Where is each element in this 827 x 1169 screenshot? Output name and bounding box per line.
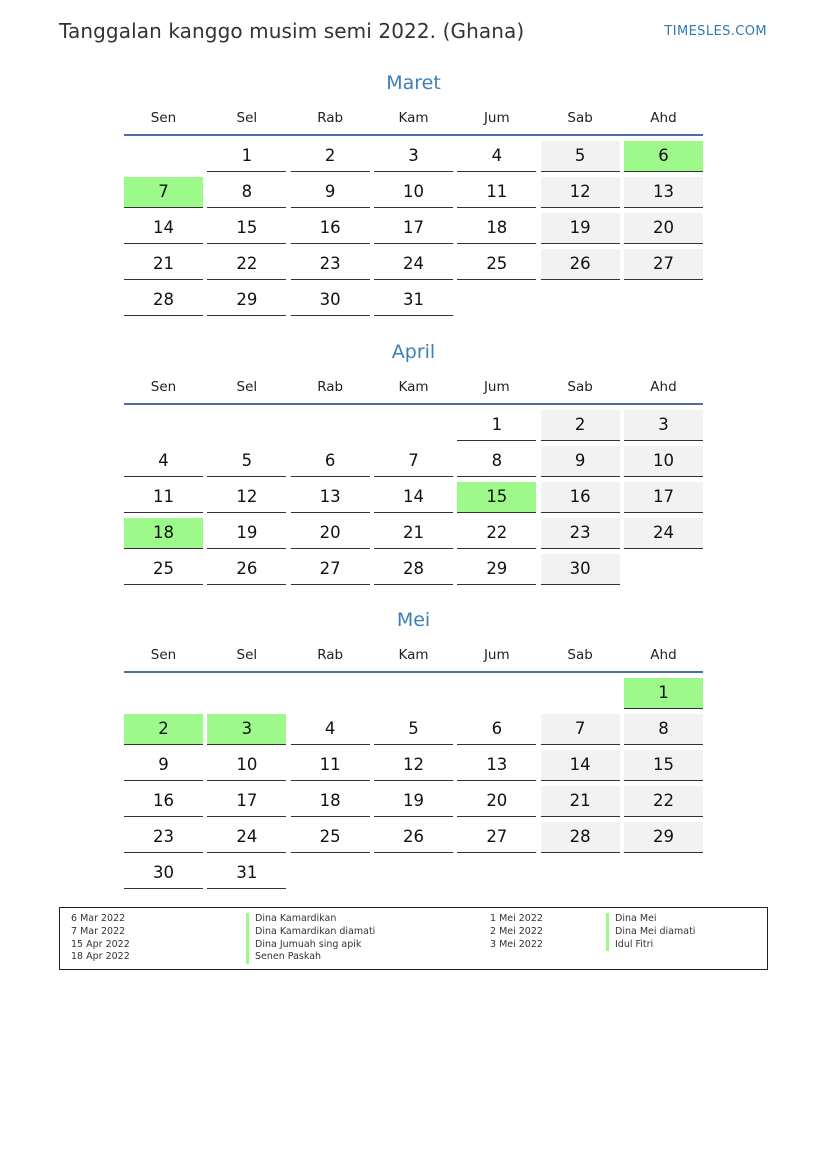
- day-cell: 11: [457, 177, 536, 208]
- empty-day-cell: [124, 410, 203, 441]
- weekday-label: Sel: [236, 379, 258, 395]
- legend-holiday-name: Dina Mei diamati: [606, 926, 695, 939]
- day-cell: 21: [124, 249, 203, 280]
- empty-day-cell: [541, 285, 620, 316]
- day-cell: 21: [541, 786, 620, 817]
- legend-date: 2 Mei 2022: [490, 925, 543, 937]
- legend-holiday-name: Dina Mei: [606, 913, 695, 926]
- empty-day-cell: [374, 858, 453, 889]
- legend-right-names: [606, 913, 695, 951]
- weekday-label: Sel: [236, 647, 258, 663]
- day-cell: 24: [207, 822, 286, 853]
- day-cell: 13: [457, 750, 536, 781]
- empty-day-cell: [291, 858, 370, 889]
- day-cell: 29: [207, 285, 286, 316]
- empty-day-cell: [624, 554, 703, 585]
- day-cell: 20: [291, 518, 370, 549]
- day-cell: 31: [374, 285, 453, 316]
- empty-day-cell: [374, 678, 453, 709]
- day-cell: 19: [207, 518, 286, 549]
- empty-day-cell: [291, 678, 370, 709]
- weekday-label: Kam: [398, 647, 429, 663]
- day-cell: 10: [374, 177, 453, 208]
- day-cell: 14: [124, 213, 203, 244]
- legend-date: 3 Mei 2022: [490, 938, 543, 950]
- day-cell: 15: [457, 482, 536, 513]
- weekday-label: Jum: [483, 379, 510, 395]
- weekday-label: Jum: [483, 647, 510, 663]
- day-cell: 20: [457, 786, 536, 817]
- weekday-label: Sen: [150, 379, 177, 395]
- day-cell: 28: [374, 554, 453, 585]
- day-cell: 21: [374, 518, 453, 549]
- day-cell: 23: [124, 822, 203, 853]
- day-cell: 26: [374, 822, 453, 853]
- day-cell: 7: [124, 177, 203, 208]
- empty-day-cell: [457, 858, 536, 889]
- weekday-header: [124, 375, 703, 399]
- month-calendar: [124, 339, 703, 585]
- month-calendar: [124, 70, 703, 316]
- empty-day-cell: [207, 410, 286, 441]
- day-cell: 3: [374, 141, 453, 172]
- day-cell: 22: [624, 786, 703, 817]
- day-cell: 19: [374, 786, 453, 817]
- day-cell: 1: [457, 410, 536, 441]
- day-cell: 11: [291, 750, 370, 781]
- legend-left-names: [246, 913, 375, 964]
- day-cell: 9: [124, 750, 203, 781]
- day-cell: 14: [374, 482, 453, 513]
- empty-day-cell: [291, 410, 370, 441]
- day-cell: 1: [624, 678, 703, 709]
- day-cell: 5: [374, 714, 453, 745]
- empty-day-cell: [541, 678, 620, 709]
- weekday-label: Sen: [150, 110, 177, 126]
- day-cell: 23: [541, 518, 620, 549]
- weekday-label: Sab: [567, 379, 593, 395]
- weekday-label: Rab: [317, 110, 344, 126]
- empty-day-cell: [124, 141, 203, 172]
- day-cell: 17: [624, 482, 703, 513]
- day-cell: 15: [207, 213, 286, 244]
- day-cell: 24: [624, 518, 703, 549]
- brand-link[interactable]: TIMESLES.COM: [664, 24, 767, 39]
- day-cell: 11: [124, 482, 203, 513]
- day-cell: 24: [374, 249, 453, 280]
- day-cell: 27: [291, 554, 370, 585]
- legend-holiday-name: Dina Kamardikan: [246, 913, 375, 926]
- month-calendar: [124, 607, 703, 889]
- day-cell: 16: [541, 482, 620, 513]
- day-cell: 18: [457, 213, 536, 244]
- day-cell: 8: [624, 714, 703, 745]
- weekday-label: Sen: [150, 647, 177, 663]
- day-cell: 29: [457, 554, 536, 585]
- page-title: Tanggalan kanggo musim semi 2022. (Ghana): [59, 19, 525, 43]
- weekday-label: Sel: [236, 110, 258, 126]
- day-cell: 23: [291, 249, 370, 280]
- day-cell: 2: [124, 714, 203, 745]
- day-cell: 26: [541, 249, 620, 280]
- day-cell: 25: [124, 554, 203, 585]
- day-cell: 31: [207, 858, 286, 889]
- weekday-label: Ahd: [650, 379, 677, 395]
- legend-holiday-name: Dina Jumuah sing apik: [246, 939, 375, 952]
- holiday-legend: [59, 907, 768, 970]
- day-cell: 10: [624, 446, 703, 477]
- header-divider: [124, 134, 703, 136]
- day-cell: 25: [457, 249, 536, 280]
- day-cell: 19: [541, 213, 620, 244]
- day-cell: 5: [207, 446, 286, 477]
- day-cell: 30: [124, 858, 203, 889]
- empty-day-cell: [457, 678, 536, 709]
- day-cell: 16: [291, 213, 370, 244]
- legend-holiday-name: Dina Kamardikan diamati: [246, 926, 375, 939]
- day-cell: 20: [624, 213, 703, 244]
- day-cell: 1: [207, 141, 286, 172]
- day-cell: 27: [624, 249, 703, 280]
- day-cell: 3: [207, 714, 286, 745]
- legend-date: 7 Mar 2022: [71, 925, 126, 937]
- day-cell: 18: [291, 786, 370, 817]
- empty-day-cell: [624, 285, 703, 316]
- day-cell: 13: [624, 177, 703, 208]
- day-cell: 9: [541, 446, 620, 477]
- weekday-header: [124, 106, 703, 130]
- weekday-label: Jum: [483, 110, 510, 126]
- month-title: April: [391, 341, 436, 363]
- empty-day-cell: [124, 678, 203, 709]
- legend-holiday-name: Idul Fitri: [606, 939, 695, 952]
- day-cell: 6: [457, 714, 536, 745]
- legend-date: 18 Apr 2022: [71, 951, 130, 963]
- day-grid: [124, 141, 703, 316]
- day-cell: 30: [291, 285, 370, 316]
- day-cell: 4: [291, 714, 370, 745]
- day-cell: 29: [624, 822, 703, 853]
- legend-left-dates: [71, 913, 130, 964]
- day-cell: 13: [291, 482, 370, 513]
- day-cell: 14: [541, 750, 620, 781]
- header-divider: [124, 403, 703, 405]
- day-cell: 28: [124, 285, 203, 316]
- day-cell: 27: [457, 822, 536, 853]
- weekday-label: Sab: [567, 110, 593, 126]
- day-cell: 3: [624, 410, 703, 441]
- day-cell: 7: [541, 714, 620, 745]
- day-cell: 2: [291, 141, 370, 172]
- month-title: Mei: [396, 609, 431, 631]
- day-cell: 16: [124, 786, 203, 817]
- day-cell: 8: [207, 177, 286, 208]
- weekday-label: Ahd: [650, 110, 677, 126]
- day-cell: 5: [541, 141, 620, 172]
- empty-day-cell: [541, 858, 620, 889]
- day-cell: 28: [541, 822, 620, 853]
- weekday-header: [124, 643, 703, 667]
- weekday-label: Ahd: [650, 647, 677, 663]
- day-cell: 2: [541, 410, 620, 441]
- day-cell: 8: [457, 446, 536, 477]
- day-cell: 26: [207, 554, 286, 585]
- day-cell: 25: [291, 822, 370, 853]
- empty-day-cell: [207, 678, 286, 709]
- weekday-label: Sab: [567, 647, 593, 663]
- day-cell: 15: [624, 750, 703, 781]
- day-cell: 9: [291, 177, 370, 208]
- day-cell: 6: [291, 446, 370, 477]
- day-cell: 4: [457, 141, 536, 172]
- empty-day-cell: [374, 410, 453, 441]
- empty-day-cell: [457, 285, 536, 316]
- day-grid: [124, 678, 703, 889]
- day-grid: [124, 410, 703, 585]
- header-divider: [124, 671, 703, 673]
- weekday-label: Rab: [317, 647, 344, 663]
- weekday-label: Rab: [317, 379, 344, 395]
- day-cell: 17: [207, 786, 286, 817]
- month-title: Maret: [386, 72, 441, 94]
- weekday-label: Kam: [398, 379, 429, 395]
- day-cell: 22: [207, 249, 286, 280]
- weekday-label: Kam: [398, 110, 429, 126]
- day-cell: 18: [124, 518, 203, 549]
- legend-date: 6 Mar 2022: [71, 913, 126, 924]
- legend-right-dates: [490, 913, 543, 951]
- day-cell: 10: [207, 750, 286, 781]
- day-cell: 4: [124, 446, 203, 477]
- empty-day-cell: [624, 858, 703, 889]
- day-cell: 6: [624, 141, 703, 172]
- day-cell: 12: [541, 177, 620, 208]
- legend-date: 1 Mei 2022: [490, 913, 543, 924]
- day-cell: 17: [374, 213, 453, 244]
- legend-holiday-name: Senen Paskah: [246, 951, 375, 964]
- day-cell: 30: [541, 554, 620, 585]
- day-cell: 12: [207, 482, 286, 513]
- day-cell: 22: [457, 518, 536, 549]
- day-cell: 12: [374, 750, 453, 781]
- day-cell: 7: [374, 446, 453, 477]
- legend-date: 15 Apr 2022: [71, 938, 130, 950]
